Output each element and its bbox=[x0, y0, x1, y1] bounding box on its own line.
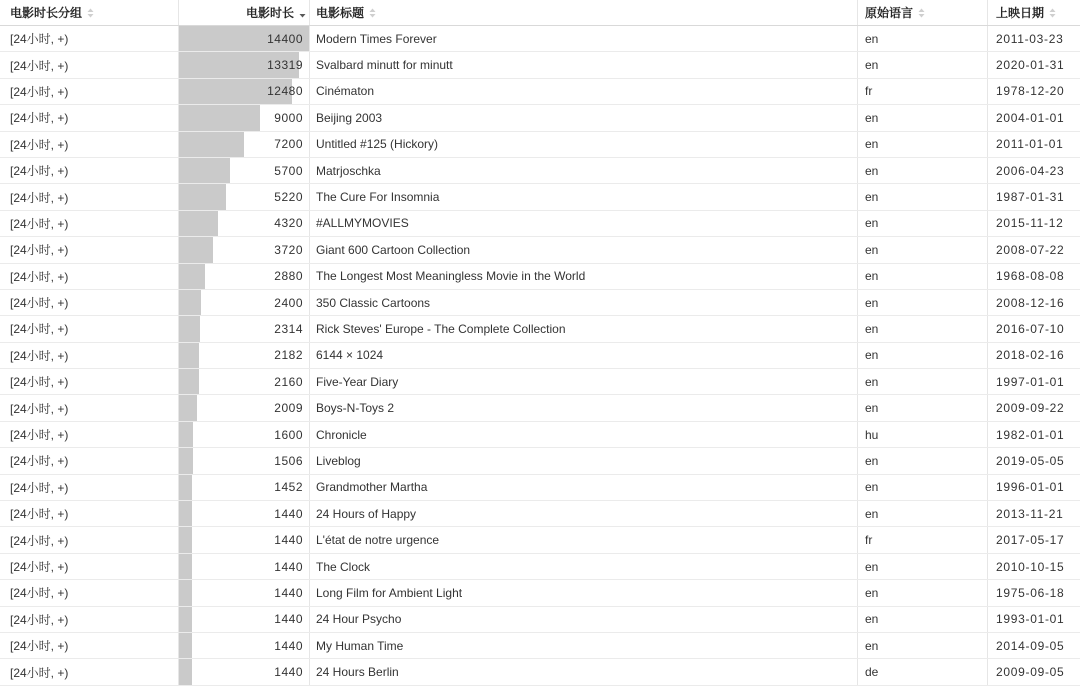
table-row bbox=[0, 211, 1080, 237]
table-header bbox=[0, 0, 1080, 26]
group-cell: [24小时, +) bbox=[0, 132, 179, 157]
title-cell: Giant 600 Cartoon Collection bbox=[310, 237, 858, 262]
language-cell: en bbox=[858, 105, 988, 130]
duration-bar bbox=[179, 237, 213, 262]
duration-value: 1440 bbox=[274, 506, 303, 521]
duration-cell bbox=[179, 475, 310, 500]
duration-value: 2400 bbox=[274, 295, 303, 310]
language-cell: en bbox=[858, 501, 988, 526]
group-cell: [24小时, +) bbox=[0, 395, 179, 420]
duration-cell bbox=[179, 105, 310, 130]
table-row bbox=[0, 395, 1080, 421]
title-cell: Grandmother Martha bbox=[310, 475, 858, 500]
group-cell: [24小时, +) bbox=[0, 607, 179, 632]
duration-bar bbox=[179, 369, 199, 394]
duration-value: 2314 bbox=[274, 321, 303, 336]
duration-value: 1506 bbox=[274, 453, 303, 468]
group-cell: [24小时, +) bbox=[0, 184, 179, 209]
duration-bar bbox=[179, 316, 200, 341]
title-cell: L'état de notre urgence bbox=[310, 527, 858, 552]
language-cell: en bbox=[858, 475, 988, 500]
table-row bbox=[0, 343, 1080, 369]
language-cell: en bbox=[858, 158, 988, 183]
duration-cell bbox=[179, 343, 310, 368]
duration-cell bbox=[179, 422, 310, 447]
duration-bar bbox=[179, 184, 226, 209]
header-duration-group[interactable] bbox=[0, 0, 179, 25]
release-date-cell: 1982-01-01 bbox=[996, 427, 1065, 442]
release-date-cell: 2013-11-21 bbox=[996, 506, 1064, 521]
release-date-cell: 2006-04-23 bbox=[996, 163, 1065, 178]
duration-value: 1440 bbox=[274, 665, 303, 680]
language-cell: en bbox=[858, 633, 988, 658]
duration-value: 14400 bbox=[267, 31, 303, 46]
duration-bar bbox=[179, 343, 199, 368]
duration-cell bbox=[179, 395, 310, 420]
group-cell: [24小时, +) bbox=[0, 580, 179, 605]
release-date-cell: 2011-03-23 bbox=[996, 31, 1064, 46]
duration-value: 3720 bbox=[274, 242, 303, 257]
release-date-cell: 1978-12-20 bbox=[996, 84, 1065, 99]
release-date-cell: 1993-01-01 bbox=[996, 612, 1065, 627]
title-cell: The Clock bbox=[310, 554, 858, 579]
release-date-cell: 1997-01-01 bbox=[996, 374, 1065, 389]
release-date-cell: 1996-01-01 bbox=[996, 480, 1065, 495]
table-row bbox=[0, 475, 1080, 501]
duration-cell bbox=[179, 158, 310, 183]
duration-cell bbox=[179, 26, 310, 51]
release-date-cell: 2009-09-22 bbox=[996, 401, 1065, 416]
duration-cell bbox=[179, 290, 310, 315]
table-row bbox=[0, 554, 1080, 580]
header-label: 电影时长 bbox=[245, 6, 294, 20]
group-cell: [24小时, +) bbox=[0, 52, 179, 77]
table-row bbox=[0, 52, 1080, 78]
sort-icon[interactable] bbox=[369, 8, 376, 18]
duration-bar bbox=[179, 448, 193, 473]
title-cell: Rick Steves' Europe - The Complete Collection bbox=[310, 316, 858, 341]
language-cell: en bbox=[858, 448, 988, 473]
duration-bar bbox=[179, 659, 192, 684]
duration-value: 12480 bbox=[267, 84, 303, 99]
title-cell: Untitled #125 (Hickory) bbox=[310, 132, 858, 157]
duration-value: 1440 bbox=[274, 533, 303, 548]
duration-value: 7200 bbox=[274, 137, 303, 152]
header-label: 原始语言 bbox=[865, 6, 914, 20]
duration-value: 1440 bbox=[274, 585, 303, 600]
table-row bbox=[0, 422, 1080, 448]
table-row bbox=[0, 607, 1080, 633]
group-cell: [24小时, +) bbox=[0, 264, 179, 289]
group-cell: [24小时, +) bbox=[0, 659, 179, 684]
duration-value: 1600 bbox=[274, 427, 303, 442]
release-date-cell: 2004-01-01 bbox=[996, 110, 1065, 125]
release-date-cell: 2014-09-05 bbox=[996, 638, 1065, 653]
language-cell: en bbox=[858, 184, 988, 209]
group-cell: [24小时, +) bbox=[0, 211, 179, 236]
language-cell: en bbox=[858, 554, 988, 579]
group-cell: [24小时, +) bbox=[0, 316, 179, 341]
title-cell: Modern Times Forever bbox=[310, 26, 858, 51]
duration-cell bbox=[179, 607, 310, 632]
duration-cell bbox=[179, 580, 310, 605]
title-cell: Cinématon bbox=[310, 79, 858, 104]
table-row bbox=[0, 184, 1080, 210]
group-cell: [24小时, +) bbox=[0, 343, 179, 368]
release-date-cell: 1968-08-08 bbox=[996, 269, 1065, 284]
group-cell: [24小时, +) bbox=[0, 475, 179, 500]
duration-cell bbox=[179, 659, 310, 684]
group-cell: [24小时, +) bbox=[0, 369, 179, 394]
release-date-cell: 2008-07-22 bbox=[996, 242, 1065, 257]
header-duration[interactable] bbox=[179, 0, 310, 25]
header-language[interactable] bbox=[858, 0, 988, 25]
title-cell: Long Film for Ambient Light bbox=[310, 580, 858, 605]
duration-bar bbox=[179, 395, 197, 420]
title-cell: Liveblog bbox=[310, 448, 858, 473]
duration-value: 5700 bbox=[274, 163, 303, 178]
release-date-cell: 1975-06-18 bbox=[996, 585, 1065, 600]
duration-cell bbox=[179, 633, 310, 658]
language-cell: de bbox=[858, 659, 988, 684]
duration-bar bbox=[179, 105, 260, 130]
duration-value: 1440 bbox=[274, 638, 303, 653]
language-cell: en bbox=[858, 290, 988, 315]
table-row bbox=[0, 79, 1080, 105]
title-cell: My Human Time bbox=[310, 633, 858, 658]
duration-value: 5220 bbox=[274, 190, 303, 205]
duration-bar bbox=[179, 607, 192, 632]
duration-bar bbox=[179, 211, 218, 236]
release-date-cell: 2015-11-12 bbox=[996, 216, 1064, 231]
duration-bar bbox=[179, 422, 193, 447]
language-cell: en bbox=[858, 369, 988, 394]
group-cell: [24小时, +) bbox=[0, 26, 179, 51]
duration-value: 1440 bbox=[274, 612, 303, 627]
table-row bbox=[0, 158, 1080, 184]
sort-icon[interactable] bbox=[87, 8, 94, 18]
title-cell: Matrjoschka bbox=[310, 158, 858, 183]
duration-cell bbox=[179, 237, 310, 262]
group-cell: [24小时, +) bbox=[0, 158, 179, 183]
language-cell: en bbox=[858, 264, 988, 289]
table-row bbox=[0, 633, 1080, 659]
table-row bbox=[0, 369, 1080, 395]
sort-icon[interactable] bbox=[1049, 8, 1056, 18]
title-cell: #ALLMYMOVIES bbox=[310, 211, 858, 236]
table-row bbox=[0, 527, 1080, 553]
sort-icon[interactable] bbox=[918, 8, 925, 18]
duration-bar bbox=[179, 475, 192, 500]
language-cell: en bbox=[858, 26, 988, 51]
table-row bbox=[0, 237, 1080, 263]
duration-value: 2160 bbox=[274, 374, 303, 389]
table-row bbox=[0, 290, 1080, 316]
title-cell: 24 Hours of Happy bbox=[310, 501, 858, 526]
duration-value: 1440 bbox=[274, 559, 303, 574]
table-row bbox=[0, 580, 1080, 606]
table-row bbox=[0, 105, 1080, 131]
release-date-cell: 2008-12-16 bbox=[996, 295, 1065, 310]
table-row bbox=[0, 316, 1080, 342]
duration-value: 2182 bbox=[274, 348, 303, 363]
duration-bar bbox=[179, 554, 192, 579]
title-cell: 24 Hour Psycho bbox=[310, 607, 858, 632]
duration-value: 9000 bbox=[274, 110, 303, 125]
duration-value: 13319 bbox=[267, 58, 303, 73]
language-cell: en bbox=[858, 343, 988, 368]
duration-cell bbox=[179, 264, 310, 289]
language-cell: hu bbox=[858, 422, 988, 447]
duration-bar bbox=[179, 264, 205, 289]
release-date-cell: 2010-10-15 bbox=[996, 559, 1065, 574]
table-body bbox=[0, 26, 1080, 686]
release-date-cell: 2009-09-05 bbox=[996, 665, 1065, 680]
release-date-cell: 2019-05-05 bbox=[996, 453, 1065, 468]
language-cell: fr bbox=[858, 527, 988, 552]
duration-cell bbox=[179, 211, 310, 236]
group-cell: [24小时, +) bbox=[0, 554, 179, 579]
language-cell: en bbox=[858, 237, 988, 262]
language-cell: en bbox=[858, 395, 988, 420]
title-cell: Five-Year Diary bbox=[310, 369, 858, 394]
title-cell: Beijing 2003 bbox=[310, 105, 858, 130]
language-cell: en bbox=[858, 580, 988, 605]
group-cell: [24小时, +) bbox=[0, 105, 179, 130]
duration-cell bbox=[179, 52, 310, 77]
table-row bbox=[0, 264, 1080, 290]
sort-descending-icon[interactable] bbox=[299, 8, 306, 18]
title-cell: 24 Hours Berlin bbox=[310, 659, 858, 684]
release-date-cell: 2018-02-16 bbox=[996, 348, 1065, 363]
duration-cell bbox=[179, 527, 310, 552]
duration-value: 1452 bbox=[274, 480, 303, 495]
table-row bbox=[0, 26, 1080, 52]
header-title[interactable] bbox=[310, 0, 858, 25]
language-cell: en bbox=[858, 316, 988, 341]
table-row bbox=[0, 659, 1080, 685]
release-date-cell: 2020-01-31 bbox=[996, 58, 1065, 73]
duration-bar bbox=[179, 501, 192, 526]
duration-cell bbox=[179, 554, 310, 579]
group-cell: [24小时, +) bbox=[0, 79, 179, 104]
table-row bbox=[0, 501, 1080, 527]
table-row bbox=[0, 132, 1080, 158]
group-cell: [24小时, +) bbox=[0, 422, 179, 447]
group-cell: [24小时, +) bbox=[0, 501, 179, 526]
title-cell: Svalbard minutt for minutt bbox=[310, 52, 858, 77]
release-date-cell: 1987-01-31 bbox=[996, 190, 1065, 205]
title-cell: 350 Classic Cartoons bbox=[310, 290, 858, 315]
title-cell: The Cure For Insomnia bbox=[310, 184, 858, 209]
duration-cell bbox=[179, 369, 310, 394]
language-cell: en bbox=[858, 52, 988, 77]
duration-bar bbox=[179, 132, 244, 157]
header-label: 上映日期 bbox=[996, 6, 1045, 20]
language-cell: en bbox=[858, 132, 988, 157]
duration-bar bbox=[179, 527, 192, 552]
duration-cell bbox=[179, 184, 310, 209]
duration-bar bbox=[179, 158, 230, 183]
duration-bar bbox=[179, 290, 201, 315]
release-date-cell: 2016-07-10 bbox=[996, 321, 1065, 336]
duration-cell bbox=[179, 316, 310, 341]
group-cell: [24小时, +) bbox=[0, 633, 179, 658]
table-row bbox=[0, 448, 1080, 474]
title-cell: 6144 × 1024 bbox=[310, 343, 858, 368]
duration-value: 4320 bbox=[274, 216, 303, 231]
group-cell: [24小时, +) bbox=[0, 448, 179, 473]
title-cell: Chronicle bbox=[310, 422, 858, 447]
release-date-cell: 2011-01-01 bbox=[996, 137, 1064, 152]
group-cell: [24小时, +) bbox=[0, 237, 179, 262]
duration-bar bbox=[179, 580, 192, 605]
language-cell: en bbox=[858, 607, 988, 632]
duration-cell bbox=[179, 448, 310, 473]
duration-cell bbox=[179, 501, 310, 526]
title-cell: The Longest Most Meaningless Movie in the World bbox=[310, 264, 858, 289]
header-label: 电影时长分组 bbox=[10, 6, 83, 20]
duration-value: 2009 bbox=[274, 401, 303, 416]
release-date-cell: 2017-05-17 bbox=[996, 533, 1065, 548]
language-cell: fr bbox=[858, 79, 988, 104]
group-cell: [24小时, +) bbox=[0, 290, 179, 315]
duration-bar bbox=[179, 633, 192, 658]
group-cell: [24小时, +) bbox=[0, 527, 179, 552]
language-cell: en bbox=[858, 211, 988, 236]
title-cell: Boys-N-Toys 2 bbox=[310, 395, 858, 420]
header-label: 电影标题 bbox=[316, 6, 365, 20]
header-release-date[interactable] bbox=[988, 0, 1080, 25]
duration-value: 2880 bbox=[274, 269, 303, 284]
duration-cell bbox=[179, 132, 310, 157]
duration-cell bbox=[179, 79, 310, 104]
